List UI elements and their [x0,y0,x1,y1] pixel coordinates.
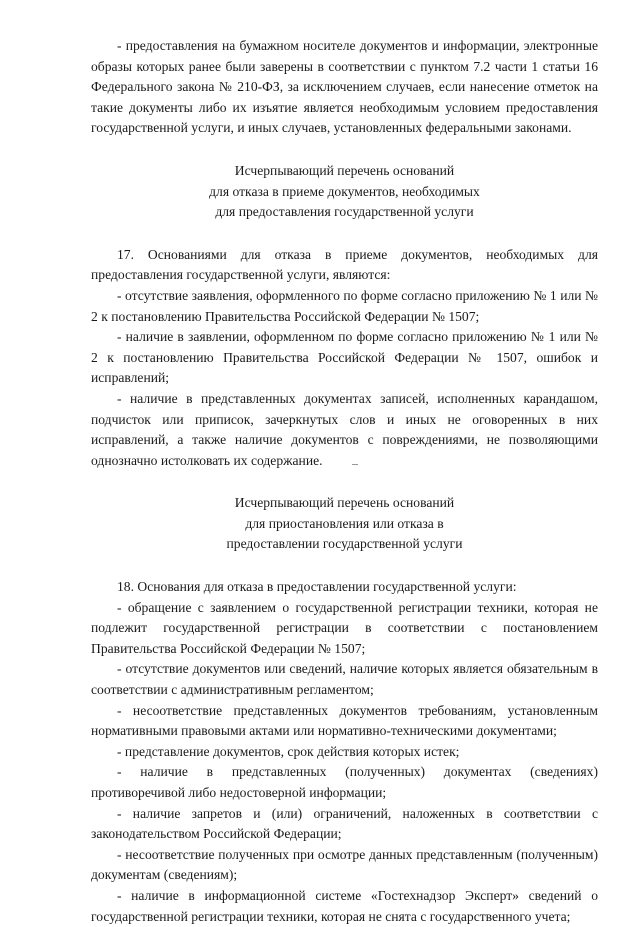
list-item: - наличие в информационной системе «Гостехнадзор Эксперт» сведений о государственной регистрации техники, которая не снята с государственного учета; [91,887,598,924]
heading-line: для отказа в приеме документов, необходимых [209,183,480,199]
list-item: - наличие в представленных документах записей, исполненных карандашом, подчисток или приписок, зачеркнутых слов и иных не оговоренных в них исправлений, а также наличие документов с повреждениями, не позволяющими однозначно истолковать их содержание. [91,390,598,468]
list-item: - наличие запретов и (или) ограничений, наложенных в соответствии с законодательством Российской Федерации; [91,805,598,842]
heading-line: Исчерпывающий перечень оснований [234,162,455,178]
section-17-title: 17. Основаниями для отказа в приеме документов, необходимых для предоставления государственной услуги, являются: [91,246,598,283]
list-item: - наличие в заявлении, оформленном по форме согласно приложению № 1 или № 2 к постановлению Правительства Российской Федерации № 1507, ошибок и исправлений; [91,329,598,386]
heading-line: для предоставления государственной услуги [215,204,474,220]
list-item: - отсутствие заявления, оформленного по форме согласно приложению № 1 или № 2 к постановлению Правительства Российской Федерации № 1507; [91,287,598,324]
list-item: - отсутствие документов или сведений, наличие которых является обязательным в соответствии с административным регламентом; [91,661,598,698]
section-heading-suspension-refusal [91,493,598,555]
list-item: - обращение с заявлением о государственной регистрации техники, которая не подлежит государственной регистрации в соответствии с постановлением Правительства Российской Федерации № 1507; [91,599,598,656]
heading-line: для приостановления или отказа в [245,515,444,531]
list-item: - представление документов, срок действия которых истек; [117,743,460,759]
list-item: - несоответствие представленных документов требованиям, установленным нормативными правовыми актами или нормативно-техническими документами; [91,702,598,739]
section-heading-refusal-acceptance [91,161,598,223]
list-item: - наличие в представленных (полученных) документах (сведениях) противоречивой либо недостоверной информации; [91,764,598,800]
intro-paragraph: - предоставления на бумажном носителе документов и информации, электронные образы которых ранее были заверены в соответствии с пунктом 7.2 части 1 статьи 16 Федерального закона № 210-ФЗ, за исключением случаев, если нанесение отметок на такие документы либо их изъятие является необходимым условием предоставления государственной услуги, и иных случаев, установленных федеральными законами. [91,38,598,136]
document-page [91,36,598,927]
heading-line: предоставлении государственной услуги [226,536,463,552]
scan-mark [352,464,358,465]
section-18-title: 18. Основания для отказа в предоставлении государственной услуги: [117,579,517,595]
heading-line: Исчерпывающий перечень оснований [234,495,455,511]
list-item: - несоответствие полученных при осмотре данных представленным (полученным) документам (сведениям); [91,846,598,883]
